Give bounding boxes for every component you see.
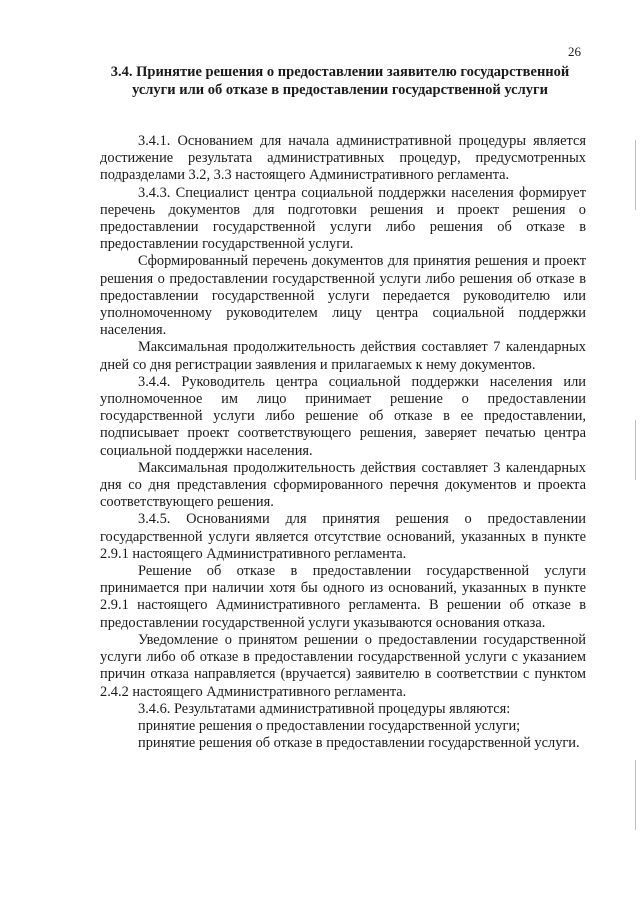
paragraph: 3.4.1. Основанием для начала административной процедуры является достижение результата административных процедур, предусмотренных подразделами 3.2, 3.3 настоящего Административного регламента. xyxy=(100,133,586,184)
paragraph: принятие решения о предоставлении государственной услуги; xyxy=(138,717,521,734)
paragraph: Уведомление о принятом решении о предоставлении государственной услуги либо об отказе в предоставлении государственной услуги с указанием причин отказа направляется (вручается) заявителю в соответствии с пунктом 2.4.2 настоящего Административного регламента. xyxy=(100,631,586,700)
paragraph: Максимальная продолжительность действия составляет 3 календарных дня со дня представления сформированного перечня документов и проекта соответствующего решения. xyxy=(100,459,586,511)
scan-edge-mark xyxy=(635,760,636,830)
paragraph: 3.4.3. Специалист центра социальной поддержки населения формирует перечень документов для подготовки решения и проект решения о предоставлении государственной услуги либо решения об отказе в предоставлении государственной услуги. xyxy=(100,184,586,253)
paragraph: принятие решения об отказе в предоставлении государственной услуги. xyxy=(138,735,580,752)
paragraph: Решение об отказе в предоставлении государственной услуги принимается при наличии хотя бы одного из оснований, указанных в пункте 2.9.1 настоящего Административного регламента. В решении об отказе в предоставлении государственной услуги указываются основания отказа. xyxy=(100,563,586,631)
paragraph: Максимальная продолжительность действия составляет 7 календарных дней со дня регистрации заявления и прилагаемых к нему документов. xyxy=(100,339,586,373)
paragraph: Сформированный перечень документов для принятия решения и проект решения о предоставлении государственной услуги либо решения об отказе в предоставлении государственной услуги передается руководителю или уполномоченному руководителем лицу центра социальной поддержки населения. xyxy=(100,253,586,339)
scan-edge-mark xyxy=(635,140,636,210)
body-text xyxy=(100,133,586,752)
paragraph: 3.4.5. Основаниями для принятия решения о предоставлении государственной услуги является отсутствие оснований, указанных в пункте 2.9.1 настоящего Административного регламента. xyxy=(100,511,586,562)
section-heading: 3.4. Принятие решения о предоставлении заявителю государственной услуги или об отказе в предоставлении государственной услуги xyxy=(110,64,570,98)
scan-edge-mark xyxy=(635,420,636,480)
paragraph: 3.4.4. Руководитель центра социальной поддержки населения или уполномоченное им лицо принимает решение о предоставлении государственной услуги либо решение об отказе в ее предоставлении, подписывает проект соответствующего решения, заверяет печатью центра социальной поддержки населения. xyxy=(100,373,586,459)
page-number: 26 xyxy=(568,44,581,59)
paragraph: 3.4.6. Результатами административной процедуры являются: xyxy=(138,700,511,717)
